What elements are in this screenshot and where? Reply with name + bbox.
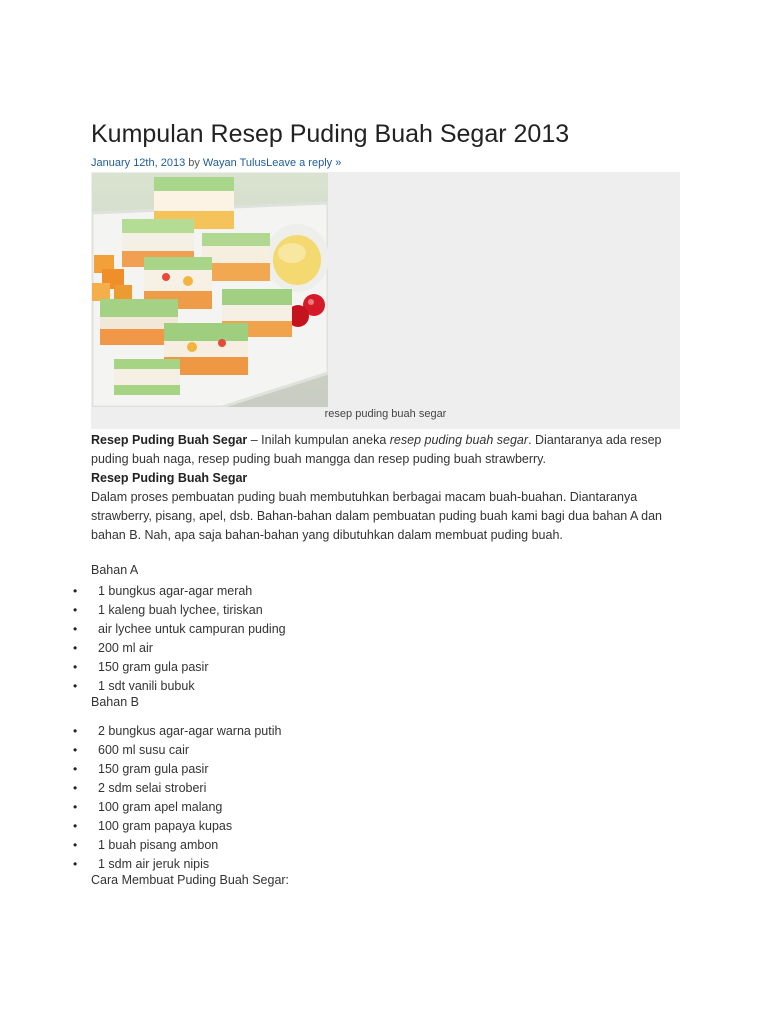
list-item: • 200 ml air (91, 639, 681, 658)
list-item: • 150 gram gula pasir (91, 760, 681, 779)
intro-text-2: . Diantaranya ada resep puding buah naga, resep puding buah mangga dan resep puding buah strawberry. (91, 433, 662, 466)
list-item: • 1 sdt vanili bubuk (91, 677, 681, 696)
author-link[interactable]: Wayan Tulus (202, 157, 267, 169)
post-by-text: by (185, 157, 203, 169)
intro-paragraph (91, 431, 681, 469)
list-item: • 1 kaleng buah lychee, tiriskan (91, 601, 681, 620)
list-item: • 150 gram gula pasir (91, 658, 681, 677)
intro-italic-term: resep puding buah segar (389, 433, 529, 447)
post-meta (91, 157, 341, 169)
list-item: • 1 buah pisang ambon (91, 836, 681, 855)
bahan-a-list (91, 582, 681, 696)
section-heading-text: Resep Puding Buah Segar (91, 471, 248, 485)
leave-reply-link[interactable]: Leave a reply » (266, 157, 342, 169)
intro-text-1: – Inilah kumpulan aneka (247, 433, 390, 447)
list-item: • 600 ml susu cair (91, 741, 681, 760)
bahan-a-label: Bahan A (91, 563, 139, 577)
list-item: • 1 bungkus agar-agar merah (91, 582, 681, 601)
list-item: • 2 bungkus agar-agar warna putih (91, 722, 681, 741)
post-title: Kumpulan Resep Puding Buah Segar 2013 (91, 120, 570, 148)
pudding-image (92, 173, 328, 407)
intro-block (91, 431, 681, 545)
post-date-link[interactable]: January 12th, 2013 (91, 157, 186, 169)
list-item: • 2 sdm selai stroberi (91, 779, 681, 798)
bahan-b-label: Bahan B (91, 695, 139, 709)
list-item: • air lychee untuk campuran puding (91, 620, 681, 639)
list-item: • 100 gram papaya kupas (91, 817, 681, 836)
intro-bold-term: Resep Puding Buah Segar (91, 433, 248, 447)
section-paragraph: Dalam proses pembuatan puding buah membutuhkan berbagai macam buah-buahan. Diantaranya strawberry, pisang, apel, dsb. Bahan-bahan dalam pembuatan puding buah kami bagi dua bahan A dan bahan B. Nah, apa saja bahan-bahan yang dibutuhkan dalam membuat puding buah. (91, 490, 663, 542)
bahan-b-list (91, 722, 681, 874)
section-heading (91, 469, 681, 488)
list-item: • 1 sdm air jeruk nipis (91, 855, 681, 874)
list-item: • 100 gram apel malang (91, 798, 681, 817)
cara-membuat-label: Cara Membuat Puding Buah Segar: (91, 873, 290, 887)
figure-caption: resep puding buah segar (324, 408, 447, 420)
post-figure (91, 172, 680, 429)
pudding-photo[interactable] (92, 173, 328, 407)
